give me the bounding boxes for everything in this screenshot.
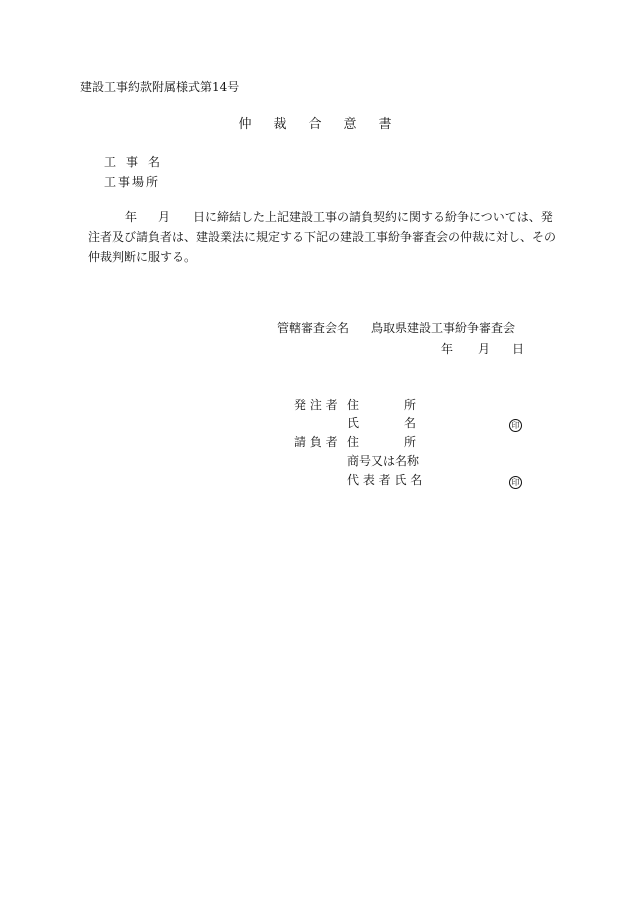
title-char: 合 [308, 117, 322, 132]
orderer-address-label-b: 所 [404, 398, 417, 412]
orderer-name-label-b: 名 [404, 416, 417, 430]
orderer-address-label-a: 住 [347, 398, 360, 412]
agreement-line-1 [88, 207, 558, 227]
label-char: 所 [146, 175, 159, 189]
document-title [0, 117, 630, 133]
contractor-address-label-b: 所 [404, 435, 417, 449]
label-char: 名 [148, 155, 161, 169]
orderer-label: 発 注 者 [294, 398, 338, 412]
title-char: 仲 [238, 117, 252, 132]
date-month: 月 [478, 342, 491, 356]
jurisdiction-value: 鳥取県建設工事紛争審査会 [371, 321, 516, 335]
agreement-line-3: 仲裁判断に服する。 [88, 250, 197, 264]
label-char: 事 [126, 155, 139, 169]
orderer-seal-icon [509, 416, 522, 432]
title-char: 裁 [273, 117, 287, 132]
agreement-line-2: 注者及び請負者は、建設業法に規定する下記の建設工事紛争審査会の仲裁に対し、その [88, 230, 557, 244]
year-label: 年 [125, 210, 138, 224]
title-char: 意 [343, 117, 357, 132]
seal-mark: 印 [509, 419, 522, 432]
representative-name-label: 代 表 者 氏 名 [347, 473, 423, 487]
seal-mark: 印 [509, 476, 522, 489]
label-char: 工 [104, 175, 117, 189]
project-name-label [104, 154, 170, 170]
contractor-label: 請 負 者 [294, 435, 338, 449]
contractor-address-label-a: 住 [347, 435, 360, 449]
month-label: 月 [158, 210, 171, 224]
orderer-name-label-a: 氏 [347, 416, 360, 430]
agreement-line-1-text: 日に締結した上記建設工事の請負契約に関する紛争については、発 [193, 210, 553, 224]
title-char: 書 [378, 117, 392, 132]
form-number: 建設工事約款附属様式第14号 [80, 80, 240, 94]
agreement-text [88, 207, 558, 267]
date-day: 日 [512, 342, 525, 356]
label-char: 場 [132, 175, 145, 189]
trade-name-label: 商号又は名称 [347, 454, 420, 468]
project-location-label [104, 174, 160, 190]
jurisdiction-label: 管轄審査会名 [277, 321, 350, 335]
label-char: 工 [104, 155, 117, 169]
label-char: 事 [118, 175, 131, 189]
contractor-seal-icon [509, 473, 522, 489]
date-year: 年 [441, 342, 454, 356]
